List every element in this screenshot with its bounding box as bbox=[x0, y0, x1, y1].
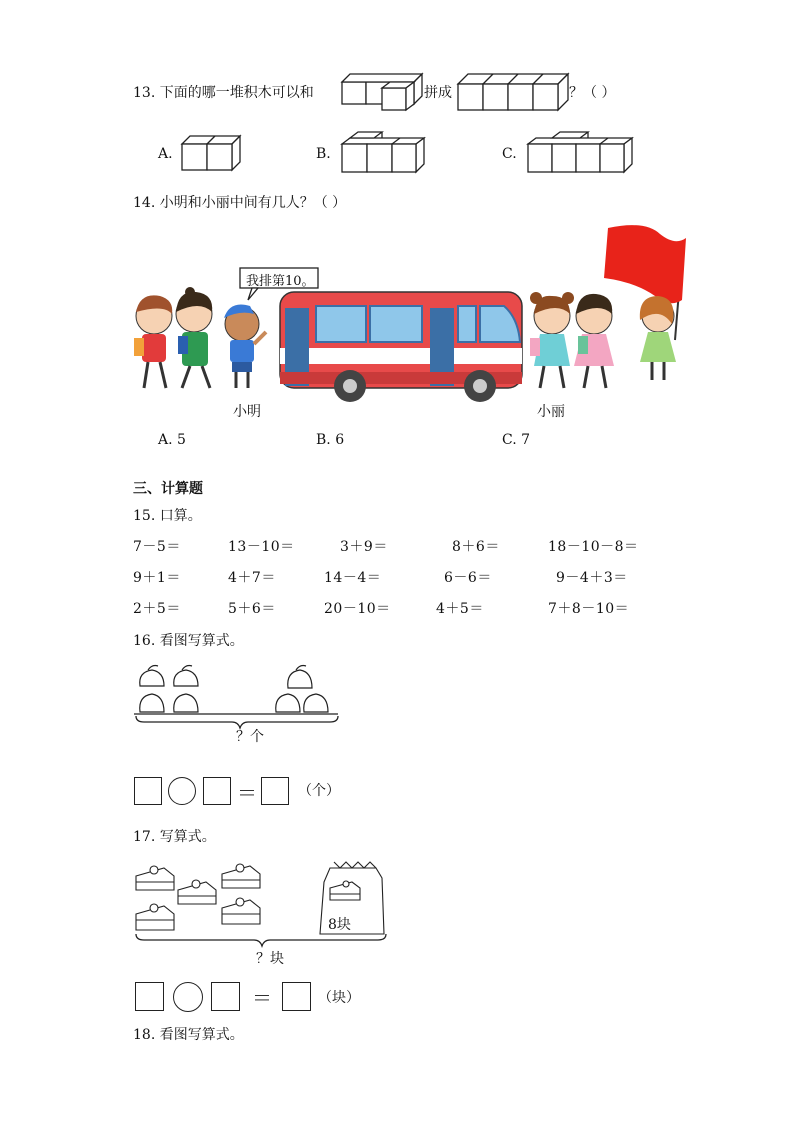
cake-slice-icon bbox=[222, 864, 260, 888]
peach-icon bbox=[140, 666, 164, 687]
q17-title: 17. 写算式。 bbox=[133, 829, 216, 845]
q16-unit: （个） bbox=[298, 783, 340, 799]
peach-icon bbox=[276, 694, 300, 712]
q14-speech-text: 我排第10。 bbox=[246, 274, 315, 289]
children-right-icon bbox=[530, 292, 676, 388]
cake-slice-icon bbox=[136, 866, 174, 890]
calc-item: 8＋6＝ bbox=[452, 539, 500, 555]
calc-item: 6－6＝ bbox=[444, 570, 492, 586]
q13-option-c-label[interactable]: C. bbox=[502, 146, 517, 162]
answer-box[interactable] bbox=[135, 982, 164, 1011]
q14-question: 14. 小明和小丽中间有几人？（ ） bbox=[133, 195, 347, 211]
q14-option-b[interactable]: B. 6 bbox=[316, 432, 345, 448]
q13-option-a-blocks-icon[interactable] bbox=[180, 134, 242, 172]
calc-item: 14－4＝ bbox=[324, 570, 382, 586]
q13-option-b-label[interactable]: B. bbox=[316, 146, 331, 162]
answer-box[interactable] bbox=[211, 982, 240, 1011]
cake-slice-icon bbox=[136, 904, 174, 930]
q14-name-xiaoli: 小丽 bbox=[537, 404, 565, 420]
q14-option-a[interactable]: A. 5 bbox=[158, 432, 186, 448]
q15-title: 15. 口算。 bbox=[133, 508, 202, 524]
q16-brace-label: ？个 bbox=[236, 729, 264, 745]
q13-suffix: ？（ ） bbox=[569, 85, 616, 101]
q13-option-c-blocks-icon[interactable] bbox=[526, 130, 634, 174]
q17-unit: （块） bbox=[318, 990, 360, 1006]
q14-option-c[interactable]: C. 7 bbox=[502, 432, 531, 448]
operator-circle[interactable] bbox=[168, 777, 196, 805]
answer-box[interactable] bbox=[203, 777, 231, 805]
calc-item: 9＋1＝ bbox=[133, 570, 181, 586]
children-left-icon bbox=[134, 287, 266, 388]
calc-item: 2＋5＝ bbox=[133, 601, 181, 617]
q13-block-small-icon bbox=[340, 70, 424, 112]
q14-name-xiaoming: 小明 bbox=[233, 404, 261, 420]
q13-option-b-blocks-icon[interactable] bbox=[340, 130, 426, 174]
equals-sign: ＝ bbox=[237, 781, 257, 805]
calc-item: 4＋7＝ bbox=[228, 570, 276, 586]
calc-item: 18－10－8＝ bbox=[548, 539, 639, 555]
q16-title: 16. 看图写算式。 bbox=[133, 633, 244, 649]
calc-item: 13－10＝ bbox=[228, 539, 295, 555]
q17-cakes-illustration bbox=[134, 858, 390, 950]
q13-prefix: 13. 下面的哪一堆积木可以和 bbox=[133, 85, 314, 101]
bus-icon bbox=[280, 292, 522, 402]
q16-peaches-illustration bbox=[134, 664, 344, 734]
calc-item: 7＋8－10＝ bbox=[548, 601, 630, 617]
equals-sign: ＝ bbox=[252, 986, 272, 1010]
q13-middle: 拼成 bbox=[424, 85, 452, 101]
q18-title: 18. 看图写算式。 bbox=[133, 1027, 244, 1043]
cake-slice-icon bbox=[222, 898, 260, 924]
calc-item: 3＋9＝ bbox=[340, 539, 388, 555]
peach-icon bbox=[174, 694, 198, 712]
q17-bag-label: 8块 bbox=[328, 917, 351, 933]
section-title-calc: 三、计算题 bbox=[133, 481, 203, 497]
calc-item: 7－5＝ bbox=[133, 539, 181, 555]
answer-box[interactable] bbox=[134, 777, 162, 805]
cake-slice-icon bbox=[178, 880, 216, 904]
peach-icon bbox=[174, 666, 198, 687]
calc-item: 4＋5＝ bbox=[436, 601, 484, 617]
peach-icon bbox=[140, 694, 164, 712]
calc-item: 5＋6＝ bbox=[228, 601, 276, 617]
answer-box[interactable] bbox=[261, 777, 289, 805]
q13-option-a-label[interactable]: A. bbox=[158, 146, 173, 162]
q14-queue-illustration bbox=[130, 220, 700, 420]
peach-icon bbox=[288, 666, 312, 689]
q17-brace-label: ？块 bbox=[256, 951, 284, 967]
operator-circle[interactable] bbox=[173, 982, 203, 1012]
calc-item: 9－4＋3＝ bbox=[556, 570, 628, 586]
calc-item: 20－10＝ bbox=[324, 601, 391, 617]
peach-icon bbox=[304, 694, 328, 712]
q13-block-target-icon bbox=[456, 70, 568, 112]
answer-box[interactable] bbox=[282, 982, 311, 1011]
